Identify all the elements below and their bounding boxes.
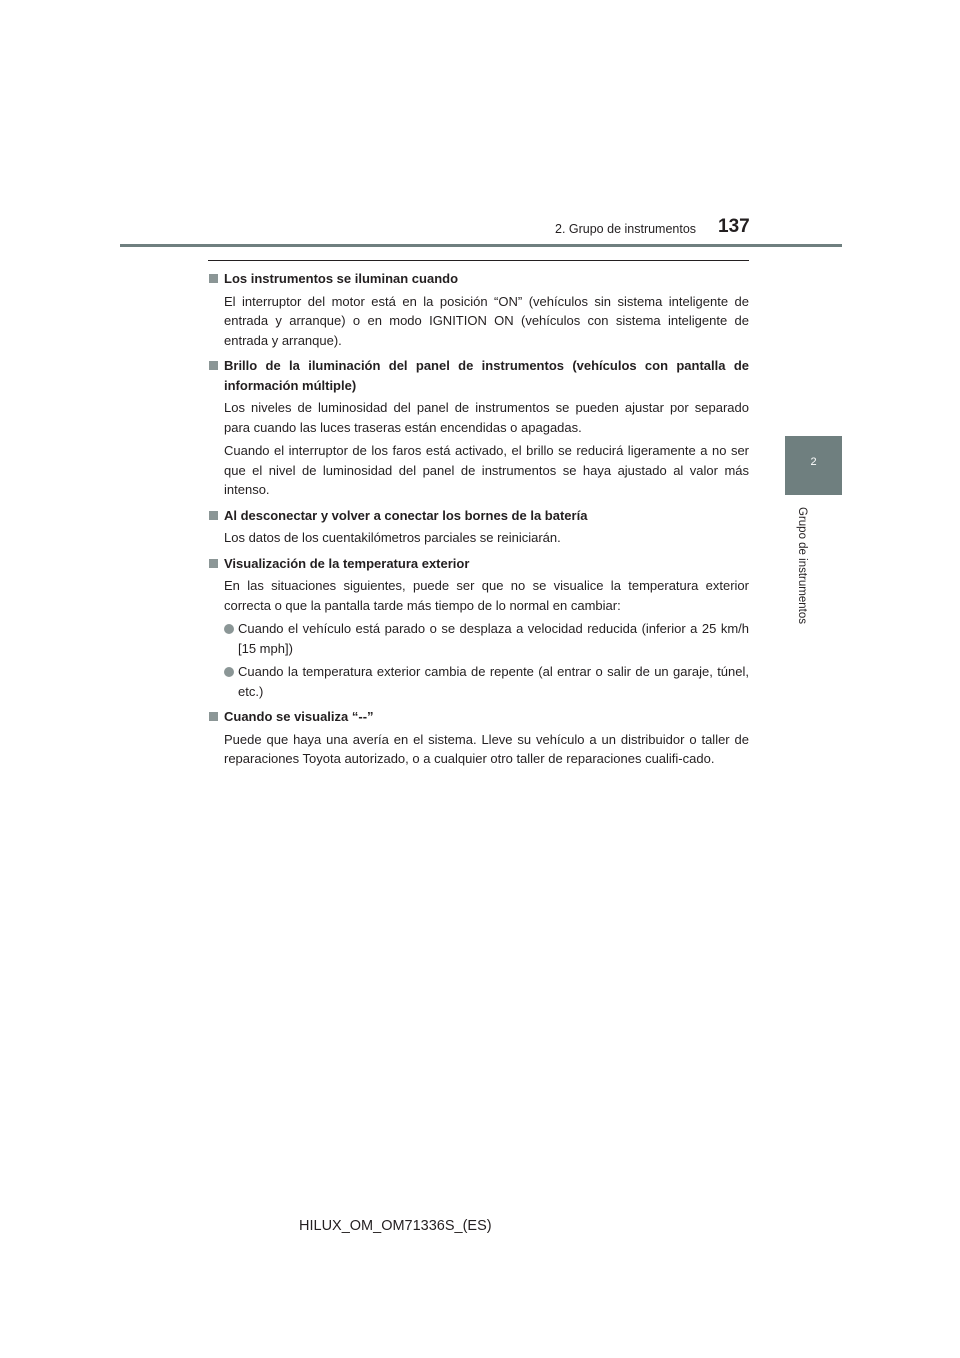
section-dashes-displayed: [208, 707, 749, 769]
section-paragraph: Puede que haya una avería en el sistema. Lleve su vehículo a un distribuidor o taller de reparaciones Toyota autorizado, o a cualquier otro taller de reparaciones cualifi-cado.: [224, 731, 749, 766]
square-bullet-icon: [209, 712, 218, 721]
chapter-side-label-text: Grupo de instrumentos: [796, 507, 808, 624]
round-bullet-icon: [224, 624, 234, 634]
chapter-tab-number: 2: [810, 456, 817, 468]
list-item: Cuando el vehículo está parado o se desplaza a velocidad reducida (inferior a 25 km/h [15 mph]): [208, 619, 749, 658]
page-content: [208, 260, 749, 775]
square-bullet-icon: [209, 511, 218, 520]
footer-document-code: HILUX_OM_OM71336S_(ES): [299, 1218, 492, 1234]
section-paragraph: Los datos de los cuentakilómetros parciales se reiniciarán.: [224, 530, 561, 545]
round-bullet-icon: [224, 667, 234, 677]
section-paragraph: Los niveles de luminosidad del panel de instrumentos se pueden ajustar por separado para cuando las luces traseras están encendidas o apagadas.: [224, 400, 749, 435]
section-title: Los instrumentos se iluminan cuando: [208, 269, 749, 289]
section-paragraph: Cuando el interruptor de los faros está activado, el brillo se reducirá ligeramente a no ser que el nivel de luminosidad del panel de instrumentos se haya ajustado al valor más intenso.: [224, 443, 749, 497]
section-title: Visualización de la temperatura exterior: [208, 554, 749, 574]
section-title: Brillo de la iluminación del panel de instrumentos (vehículos con pantalla de información múltiple): [208, 356, 749, 395]
chapter-side-label: [792, 507, 810, 642]
section-paragraph: En las situaciones siguientes, puede ser que no se visualice la temperatura exterior correcta o que la pantalla tarde más tiempo de lo normal en cambiar:: [224, 578, 749, 613]
header-section-title: 2. Grupo de instrumentos: [555, 222, 697, 236]
square-bullet-icon: [209, 361, 218, 370]
section-battery-reconnect: [208, 506, 749, 548]
section-panel-brightness: [208, 356, 749, 500]
section-instruments-illuminate: [208, 269, 749, 350]
section-title: Cuando se visualiza “--”: [208, 707, 749, 727]
list-item: Cuando la temperatura exterior cambia de repente (al entrar o salir de un garaje, túnel, etc.): [208, 662, 749, 701]
content-top-rule: [208, 260, 749, 261]
section-paragraph: El interruptor del motor está en la posición “ON” (vehículos sin sistema inteligente de entrada y arranque) o en modo IGNITION ON (vehículos con sistema inteligente de entrada y arranque).: [224, 293, 749, 348]
section-title: Al desconectar y volver a conectar los bornes de la batería: [208, 506, 749, 526]
page-number: 137: [718, 216, 750, 237]
square-bullet-icon: [209, 274, 218, 283]
square-bullet-icon: [209, 559, 218, 568]
chapter-tab: [785, 436, 842, 495]
header-rule: [120, 244, 842, 247]
section-outside-temperature: [208, 554, 749, 702]
